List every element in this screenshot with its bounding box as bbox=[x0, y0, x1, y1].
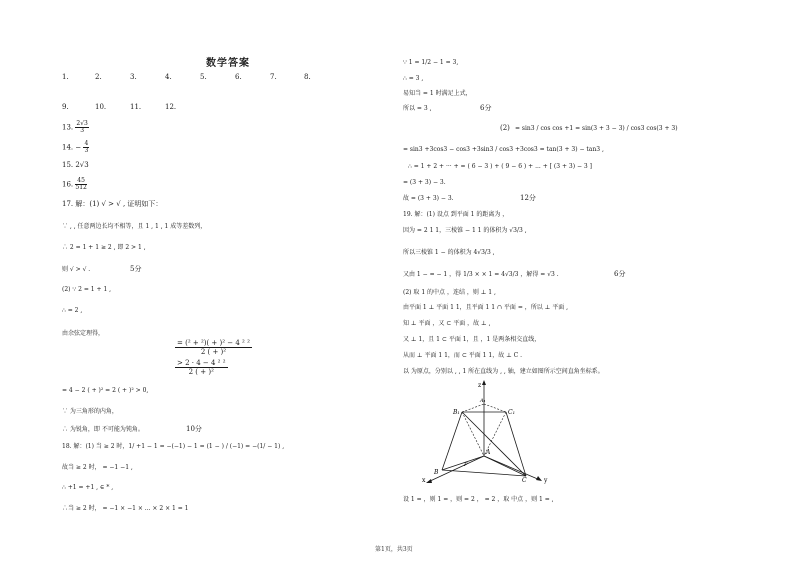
q17-part2: (2) ∵ 2 = 1 + 1 , bbox=[62, 286, 112, 293]
score-label: 12分 bbox=[520, 194, 536, 202]
answer-14: 14. − $\frac{4}{3}$ bbox=[62, 140, 89, 154]
x-axis-arrow bbox=[426, 479, 432, 483]
y-axis-label: y bbox=[544, 477, 548, 484]
z-axis-label: z bbox=[478, 382, 482, 389]
answer-number: 2. bbox=[95, 73, 102, 81]
q19-part2: (2) 取 1 的中点 ，连结 ，则 ⊥ 1 , bbox=[403, 289, 496, 296]
vertex-label-a: A bbox=[486, 449, 491, 456]
q17-line: = 4 − 2 ( + )² = 2 ( + )² > 0, bbox=[62, 387, 149, 394]
cosine-equation-1: = (² + ²)( + )² − 4 ² ² 2 ( + )² bbox=[177, 339, 250, 356]
answer-number: 7. bbox=[270, 73, 277, 81]
y-axis-arrow bbox=[536, 476, 542, 481]
answer-number: 1. bbox=[62, 73, 69, 81]
answer-number: 5. bbox=[200, 73, 207, 81]
q17-line: ∴ 2 = 1 + 1 ≥ 2 , 即 2 > 1 , bbox=[62, 244, 146, 251]
answer-number: 6. bbox=[235, 73, 242, 81]
q19-line: 因为 = 2 1 1，三棱锥 − 1 1 的体积为 √3/3 , bbox=[403, 227, 527, 234]
q19-intro: 19. 解：(1) 设点 到平面 1 的距离为 ， bbox=[403, 211, 509, 218]
q17-line: ∵ 为三角形的内角， bbox=[62, 408, 118, 415]
answer-number: 9. bbox=[62, 103, 69, 111]
edge-b1a1 bbox=[462, 404, 484, 412]
q19-coordinates: 设 1 = ，则 1 = ，则 = 2 ， = 2 ，取 中点 ，则 1 = , bbox=[403, 496, 554, 503]
edge-ba bbox=[442, 456, 484, 470]
q19-line: 从而 ⊥ 平面 1 1，而 ⊂ 平面 1 1，故 ⊥ C . bbox=[403, 352, 523, 359]
score-label: 6分 bbox=[614, 270, 626, 278]
answer-number: 11. bbox=[130, 103, 142, 111]
vertex-label-c1: C₁ bbox=[508, 409, 515, 416]
z-axis-arrow bbox=[482, 380, 486, 385]
q17-line: ∴ = 2 , bbox=[62, 307, 83, 314]
score-label: 6分 bbox=[480, 104, 492, 112]
q19-line: 所以三棱锥 1 − 的体积为 4√3/3 , bbox=[403, 249, 495, 256]
q18-line: ∴ +1 = +1 , ∈ * , bbox=[62, 484, 114, 491]
score-label: 5分 bbox=[130, 265, 142, 273]
q18-cont-line: 所以 = 3 , bbox=[403, 105, 432, 112]
q18-cont-line: 易知当 = 1 时满足上式， bbox=[403, 90, 472, 97]
page-footer: 第1页，共3页 bbox=[375, 546, 413, 553]
edge-b1a bbox=[462, 412, 484, 456]
q19-line: 以 为原点，分别以 , , 1 所在直线为 , , 轴，建立如图所示空间直角坐标系。 bbox=[403, 368, 604, 375]
prism-figure bbox=[420, 378, 560, 490]
q18-part2-equation: = sin3 / cos cos +1 = sin(3 + 3 − 3) / cos3 cos(3 + 3) bbox=[515, 125, 678, 132]
q19-line: 又 ⊥ 1，且 1 ⊂ 平面 1，且 ，1 是两条相交直线， bbox=[403, 336, 541, 343]
q18-line: ∴当 ≥ 2 时， = −1 × −1 × ... × 2 × 1 = 1 bbox=[62, 505, 189, 512]
answer-15: 15. 2√3 bbox=[62, 161, 89, 169]
x-axis-label: x bbox=[422, 477, 426, 484]
cosine-equation-2: > 2 · 4 − 4 ² ² 2 ( + )² bbox=[177, 359, 226, 376]
answer-13: 13. $\frac{2√3}{3}$ bbox=[62, 120, 88, 134]
q19-line: 知 ⊥ 平面 ，又 ⊂ 平面 ，故 ⊥ , bbox=[403, 320, 491, 327]
q18-telescoping: = sin3 +3cos3 − cos3 +3sin3 / cos3 +3cos3 = tan(3 + 3) − tan3 , bbox=[403, 146, 604, 153]
q18-cont-line: ∵ 1 = 1/2 − 1 = 3, bbox=[403, 59, 459, 66]
q18-cont-line: ∴ = 3 , bbox=[403, 75, 424, 82]
answer-number: 10. bbox=[95, 103, 107, 111]
vertex-label-b1: B₁ bbox=[453, 409, 460, 416]
q18-line: 故当 ≥ 2 时， = −1 −1 , bbox=[62, 464, 133, 471]
edge-ac bbox=[484, 456, 526, 476]
q18-result: = (3 + 3) − 3. bbox=[403, 179, 446, 186]
edge-a1c1 bbox=[484, 404, 506, 412]
vertex-label-c: C bbox=[522, 477, 527, 484]
q18-sum: ∴ = 1 + 2 + ··· + = ( 6 − 3 ) + ( 9 − 6 ) + ... + [ (3 + 3) − 3 ] bbox=[408, 163, 592, 170]
q18-intro: 18. 解：(1) 当 ≥ 2 时，1/ +1 − 1 = −(−1) − 1 = (1 − ) / (−1) = −(1/ − 1) , bbox=[62, 443, 285, 450]
answer-number: 3. bbox=[130, 73, 137, 81]
edge-bc bbox=[442, 470, 526, 476]
q19-line: 由平面 1 ⊥ 平面 1 1，且平面 1 1 ∩ 平面 = ，所以 ⊥ 平面 , bbox=[403, 304, 569, 311]
q17-intro: 17. 解：(1) √ > √ , 证明如下： bbox=[62, 200, 163, 208]
answer-number: 4. bbox=[165, 73, 172, 81]
q18-conclusion: 故 = (3 + 3) − 3. bbox=[403, 195, 454, 202]
cosine-law-label: 由余弦定理得， bbox=[62, 330, 105, 337]
vertex-label-a1: A₁ bbox=[480, 398, 486, 404]
q19-line: 又由 1 − = − 1 ，得 1/3 × × 1 = 4√3/3 ，解得 = √3 . bbox=[403, 271, 559, 278]
q17-line: ∵ , , 任意两边长均不相等，且 1 , 1 , 1 成等差数列， bbox=[62, 223, 207, 230]
vertex-label-b: B bbox=[434, 469, 439, 476]
answer-number: 8. bbox=[304, 73, 311, 81]
answer-number: 12. bbox=[165, 103, 177, 111]
score-label: 10分 bbox=[186, 425, 202, 433]
q18-part2-label: (2) bbox=[500, 124, 510, 132]
vertex-label-f: F bbox=[464, 462, 468, 468]
edge-b1b bbox=[442, 412, 462, 470]
q17-line: 则 √ > √ . bbox=[62, 266, 91, 273]
answer-16: 16. $\frac{45}{512}$ bbox=[62, 177, 87, 191]
page-title: 数学答案 bbox=[206, 58, 250, 69]
q17-line: ∴ 为锐角，即 不可能为钝角。 bbox=[62, 426, 144, 433]
